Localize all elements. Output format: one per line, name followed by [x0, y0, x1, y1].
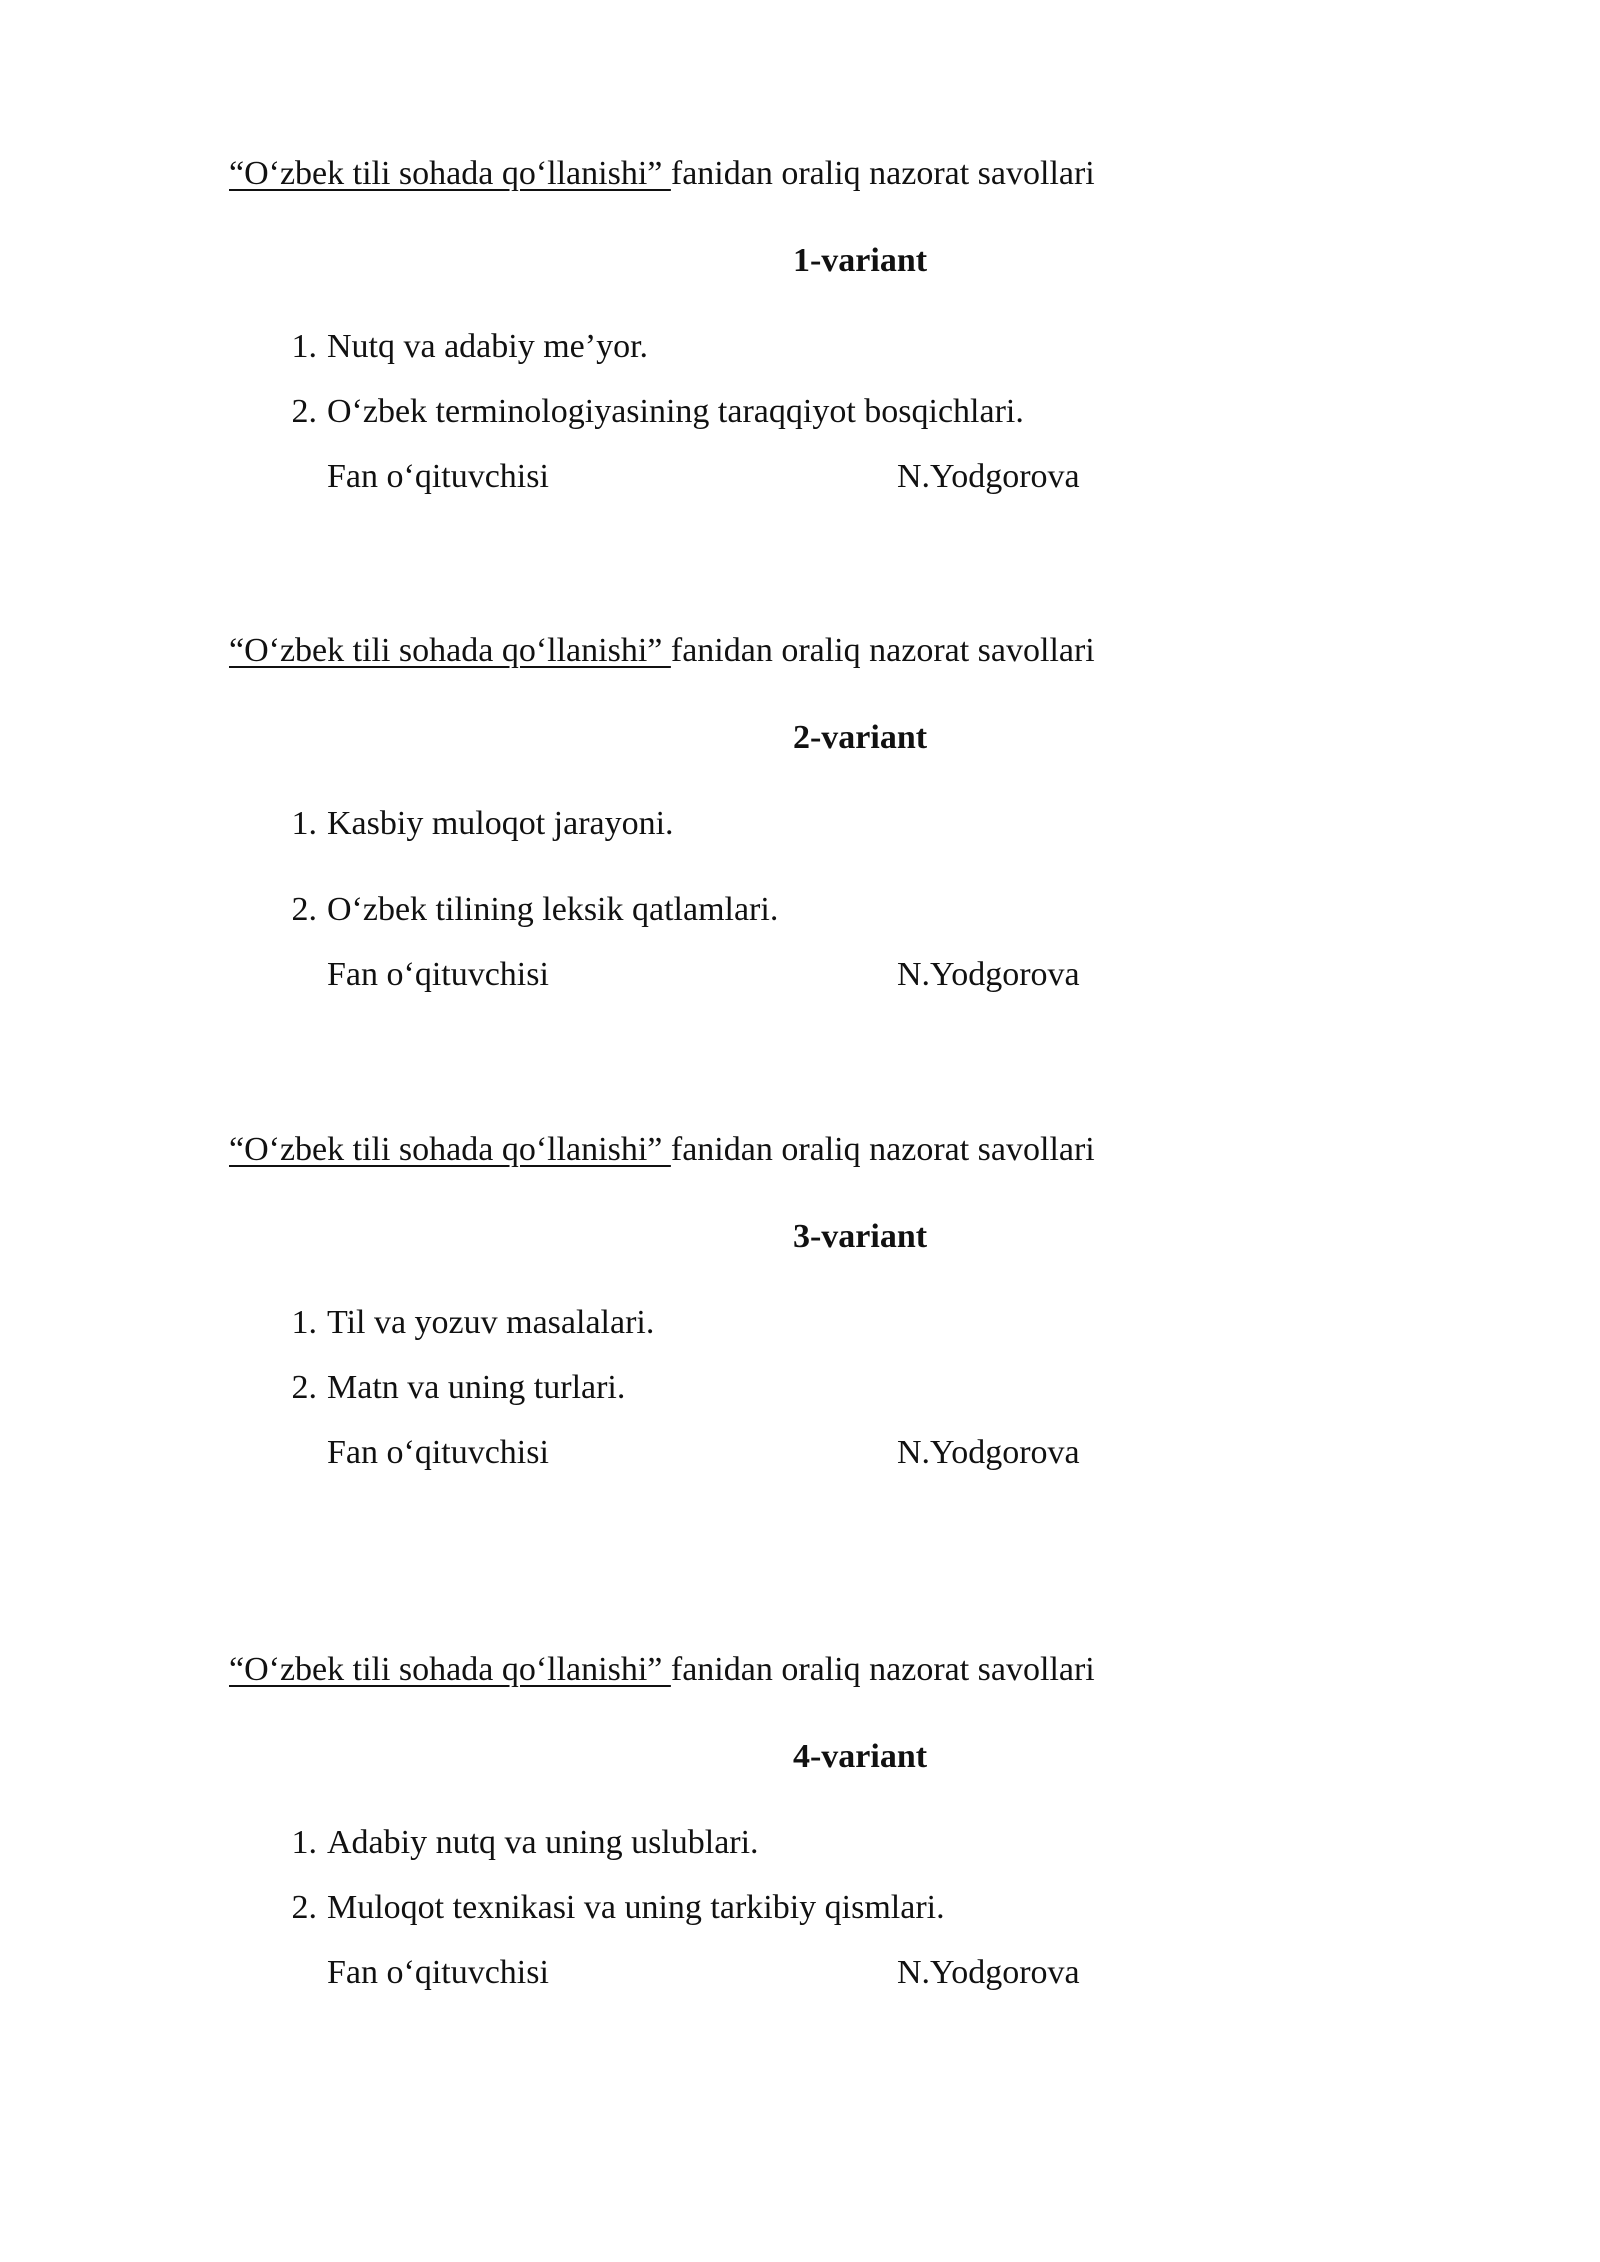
variant-section-4 — [229, 1646, 1409, 1991]
question-item — [229, 388, 1409, 436]
question-text: Matn va uning turlari. — [327, 1369, 626, 1406]
variant-section-2 — [229, 627, 1409, 993]
question-item — [229, 800, 1409, 848]
question-text: Kasbiy muloqot jarayoni. — [327, 805, 674, 842]
question-number: 2. — [291, 393, 317, 430]
subject-title: “O‘zbek tili sohada qo‘llanishi” — [229, 1651, 671, 1688]
question-number: 1. — [291, 328, 317, 365]
question-item — [229, 886, 1409, 934]
heading-rest: fanidan oraliq nazorat savollari — [670, 1131, 1095, 1168]
heading-rest: fanidan oraliq nazorat savollari — [670, 1651, 1095, 1688]
question-list — [229, 800, 1409, 999]
teacher-name: N.Yodgorova — [897, 956, 1080, 993]
section-heading — [229, 150, 1409, 198]
variant-title: 4-variant — [792, 1738, 928, 1775]
teacher-role: Fan o‘qituvchisi — [327, 956, 549, 993]
question-text: O‘zbek terminologiyasining taraqqiyot bosqichlari. — [327, 393, 1024, 430]
teacher-name: N.Yodgorova — [897, 1434, 1080, 1471]
question-list — [229, 1299, 1409, 1477]
question-number: 2. — [291, 891, 317, 928]
question-item — [229, 1299, 1409, 1347]
subject-title: “O‘zbek tili sohada qo‘llanishi” — [229, 632, 671, 669]
question-item — [229, 1884, 1409, 1932]
question-list — [229, 1819, 1409, 1997]
question-text: Muloqot texnikasi va uning tarkibiy qismlari. — [327, 1889, 945, 1926]
teacher-signature-line — [229, 1949, 1409, 1997]
variant-title: 3-variant — [792, 1218, 928, 1255]
heading-rest: fanidan oraliq nazorat savollari — [670, 632, 1095, 669]
question-number: 1. — [291, 1824, 317, 1861]
teacher-signature-line — [229, 453, 1409, 501]
question-item — [229, 1364, 1409, 1412]
heading-rest: fanidan oraliq nazorat savollari — [670, 155, 1095, 192]
section-heading — [229, 1126, 1409, 1174]
question-list — [229, 323, 1409, 501]
question-text: Til va yozuv masalalari. — [327, 1304, 655, 1341]
subject-title: “O‘zbek tili sohada qo‘llanishi” — [229, 1131, 671, 1168]
variant-title: 2-variant — [792, 719, 928, 756]
variant-section-3 — [229, 1126, 1409, 1471]
question-text: Adabiy nutq va uning uslublari. — [327, 1824, 759, 1861]
teacher-name: N.Yodgorova — [897, 458, 1080, 495]
question-number: 1. — [291, 1304, 317, 1341]
question-item — [229, 323, 1409, 371]
teacher-name: N.Yodgorova — [897, 1954, 1080, 1991]
question-number: 1. — [291, 805, 317, 842]
question-item — [229, 1819, 1409, 1867]
teacher-role: Fan o‘qituvchisi — [327, 1954, 549, 1991]
question-number: 2. — [291, 1369, 317, 1406]
subject-title: “O‘zbek tili sohada qo‘llanishi” — [229, 155, 671, 192]
question-text: Nutq va adabiy me’yor. — [327, 328, 649, 365]
teacher-signature-line — [229, 1429, 1409, 1477]
teacher-role: Fan o‘qituvchisi — [327, 458, 549, 495]
section-heading — [229, 1646, 1409, 1694]
variant-section-1 — [229, 150, 1409, 495]
variant-title: 1-variant — [792, 242, 928, 279]
teacher-signature-line — [229, 951, 1409, 999]
section-heading — [229, 627, 1409, 675]
teacher-role: Fan o‘qituvchisi — [327, 1434, 549, 1471]
question-number: 2. — [291, 1889, 317, 1926]
question-text: O‘zbek tilining leksik qatlamlari. — [327, 891, 779, 928]
